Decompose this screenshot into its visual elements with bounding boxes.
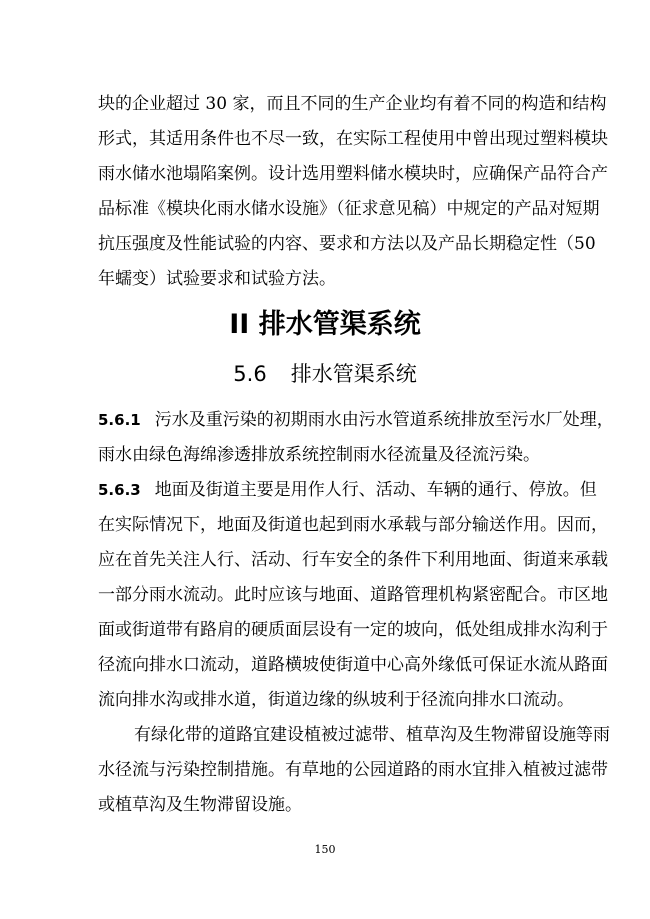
chapter-title: II 排水管渠系统 — [229, 309, 421, 340]
clause-561-first-line — [98, 409, 614, 431]
intro-line: 年蠕变）试验要求和试验方法。 — [98, 269, 336, 289]
intro-line: 形式，其适用条件也不尽一致，在实际工程使用中曾出现过塑料模块 — [98, 129, 608, 149]
intro-line: 抗压强度及性能试验的内容、要求和方法以及产品长期稳定性（50 — [98, 234, 596, 254]
section-number: 5.6 — [233, 362, 267, 386]
clause-563-line: 一部分雨水流动。此时应该与地面、道路管理机构紧密配合。市区地 — [98, 585, 608, 605]
clause-563-first-line — [98, 479, 597, 501]
clause-text: 污水及重污染的初期雨水由污水管道系统排放至污水厂处理， — [154, 410, 614, 430]
clause-563-line: 应在首先关注人行、活动、行车安全的条件下利用地面、街道来承载 — [98, 550, 608, 570]
intro-line: 雨水储水池塌陷案例。设计选用塑料储水模块时，应确保产品符合产 — [98, 164, 608, 184]
clause-number: 5.6.1 — [98, 411, 141, 429]
green-paragraph-line: 或植草沟及生物滞留设施。 — [98, 795, 302, 815]
green-paragraph-line: 水径流与污染控制措施。有草地的公园道路的雨水宜排入植被过滤带 — [98, 760, 608, 780]
clause-563-line: 在实际情况下，地面及街道也起到雨水承载与部分输送作用。因而， — [98, 515, 608, 535]
clause-563-line: 面或街道带有路肩的硬质面层设有一定的坡向，低处组成排水沟利于 — [98, 620, 608, 640]
clause-561-line: 雨水由绿色海绵渗透排放系统控制雨水径流量及径流污染。 — [98, 445, 540, 465]
intro-line: 块的企业超过 30 家，而且不同的生产企业均有着不同的构造和结构 — [98, 94, 607, 114]
clause-563-line: 流向排水沟或排水道，街道边缘的纵坡利于径流向排水口流动。 — [98, 690, 574, 710]
clause-number: 5.6.3 — [98, 481, 141, 499]
section-heading — [0, 360, 650, 388]
clause-text: 地面及街道主要是用作人行、活动、车辆的通行、停放。但 — [154, 480, 597, 500]
page-number: 150 — [314, 843, 336, 856]
green-paragraph-first-line: 有绿化带的道路宜建设植被过滤带、植草沟及生物滞留设施等雨 — [134, 725, 610, 745]
intro-line: 品标准《模块化雨水储水设施》（征求意见稿）中规定的产品对短期 — [98, 199, 600, 219]
section-title: 排水管渠系统 — [290, 362, 417, 386]
clause-563-line: 径流向排水口流动，道路横坡使街道中心高外缘低可保证水流从路面 — [98, 655, 608, 675]
